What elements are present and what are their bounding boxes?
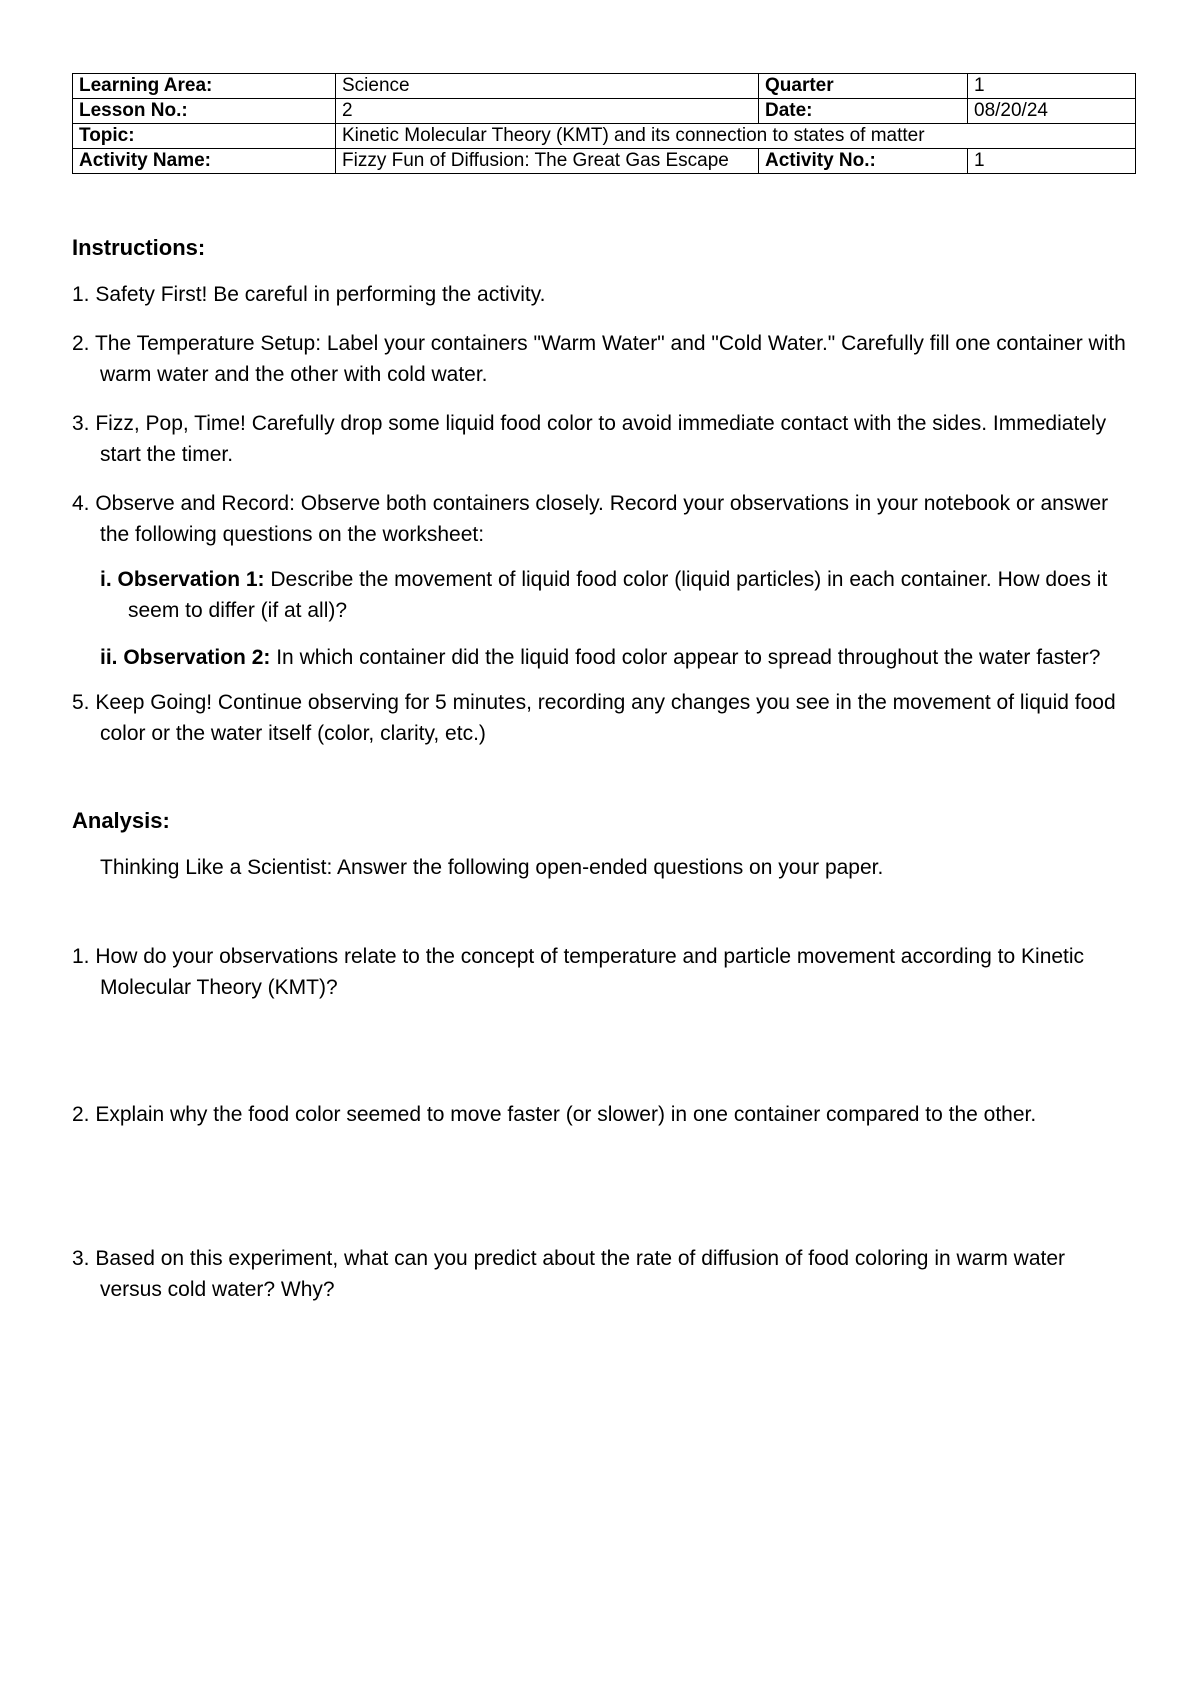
table-row — [73, 149, 1136, 174]
table-row — [73, 124, 1136, 149]
lesson-info-table — [72, 73, 1136, 174]
learning-area-value: Science — [336, 74, 759, 99]
lesson-no-value: 2 — [336, 99, 759, 124]
activity-no-value: 1 — [968, 149, 1136, 174]
worksheet-content — [72, 232, 1132, 1305]
activity-no-label: Activity No.: — [759, 149, 968, 174]
analysis-intro: Thinking Like a Scientist: Answer the following open-ended questions on your paper. — [100, 856, 884, 879]
learning-area-label: Learning Area: — [73, 74, 336, 99]
table-row — [73, 74, 1136, 99]
instruction-item: 3. Fizz, Pop, Time! Carefully drop some liquid food color to avoid immediate contact with the sides. Immediately start the timer. — [72, 412, 1107, 466]
analysis-heading: Analysis: — [72, 808, 170, 833]
instruction-item: 5. Keep Going! Continue observing for 5 minutes, recording any changes you see in the movement of liquid food color or the water itself (color, clarity, etc.) — [72, 691, 1116, 745]
table-row — [73, 99, 1136, 124]
activity-name-label: Activity Name: — [73, 149, 336, 174]
lesson-no-label: Lesson No.: — [73, 99, 336, 124]
observation-text: In which container did the liquid food color appear to spread throughout the water faster? — [270, 646, 1101, 669]
observation-item — [100, 564, 1132, 626]
date-value: 08/20/24 — [968, 99, 1136, 124]
date-label: Date: — [759, 99, 968, 124]
analysis-question: 3. Based on this experiment, what can you predict about the rate of diffusion of food coloring in warm water versus cold water? Why? — [72, 1247, 1066, 1301]
instruction-item: 1. Safety First! Be careful in performing the activity. — [72, 283, 546, 306]
instructions-heading: Instructions: — [72, 235, 206, 260]
instruction-item: 2. The Temperature Setup: Label your containers "Warm Water" and "Cold Water." Carefully fill one container with warm water and the other with cold water. — [72, 332, 1126, 386]
topic-value: Kinetic Molecular Theory (KMT) and its connection to states of matter — [336, 124, 1136, 149]
observation-item — [100, 642, 1132, 673]
observation-label: ii. Observation 2: — [100, 646, 271, 669]
instruction-item: 4. Observe and Record: Observe both containers closely. Record your observations in your notebook or answer the following questions on the worksheet: — [72, 492, 1109, 546]
quarter-value: 1 — [968, 74, 1136, 99]
activity-name-value: Fizzy Fun of Diffusion: The Great Gas Escape — [336, 149, 759, 174]
analysis-question: 2. Explain why the food color seemed to move faster (or slower) in one container compared to the other. — [72, 1103, 1037, 1126]
observation-label: i. Observation 1: — [100, 568, 265, 591]
observation-text: Describe the movement of liquid food color (liquid particles) in each container. How does it seem to differ (if at all)? — [128, 568, 1108, 622]
topic-label: Topic: — [73, 124, 336, 149]
analysis-question: 1. How do your observations relate to the concept of temperature and particle movement according to Kinetic Molecular Theory (KMT)? — [72, 945, 1085, 999]
quarter-label: Quarter — [759, 74, 968, 99]
